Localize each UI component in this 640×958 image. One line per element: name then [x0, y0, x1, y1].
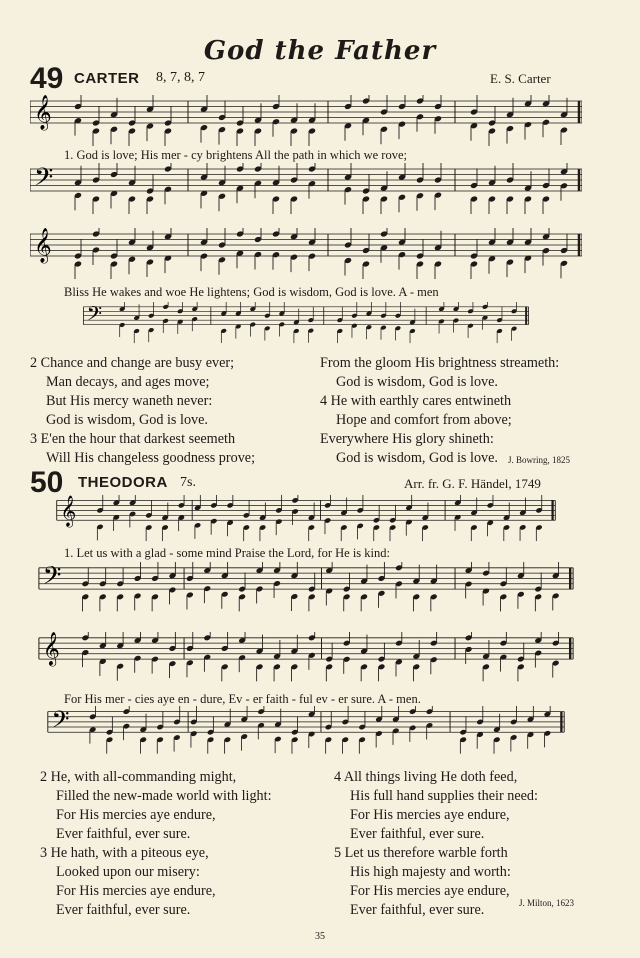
stanza-line: Ever faithful, ever sure. [350, 826, 485, 842]
stanzas-left [30, 354, 255, 468]
music-system-treble [30, 495, 582, 551]
svg-text:𝄢: 𝄢 [42, 562, 62, 596]
stanza-line: Ever faithful, ever sure. [56, 902, 191, 918]
meter: 7s. [180, 475, 196, 490]
composer: E. S. Carter [490, 71, 551, 86]
music-system-bass [30, 302, 582, 352]
music-system-bass [30, 706, 582, 764]
tune-name: THEODORA [78, 474, 168, 491]
stanza-line: 4 All things living He doth feed, [334, 769, 518, 785]
stanzas-left [40, 768, 272, 920]
tune-name: CARTER [74, 70, 140, 87]
svg-text:𝄢: 𝄢 [34, 163, 54, 198]
stanzas-right [334, 768, 538, 920]
composer: Arr. fr. G. F. Händel, 1749 [404, 476, 541, 491]
stanza-line: Filled the new-made world with light: [56, 788, 272, 804]
stanza-line: For His mercies aye endure, [56, 807, 216, 823]
stanza-line: Man decays, and ages move; [46, 374, 210, 390]
stanza-line: 5 Let us therefore warble forth [334, 845, 508, 861]
stanza-line: For His mercies aye endure, [350, 807, 510, 823]
stanza-line: 2 Chance and change are busy ever; [30, 355, 235, 371]
author-credit: J. Milton, 1623 [519, 898, 575, 908]
stanza-line: God is wisdom, God is love. [336, 450, 498, 466]
svg-text:𝄢: 𝄢 [51, 706, 70, 739]
stanza-line: His high majesty and worth: [350, 864, 511, 880]
stanza-line: Will His changeless goodness prove; [46, 450, 256, 466]
hymn-number: 50 [30, 466, 64, 499]
hymn-number: 49 [30, 62, 64, 95]
lyric-line: 1. God is love; His mer - cy brightens All the path in which we rove; [64, 148, 407, 162]
stanza-line: 3 E'en the hour that darkest seemeth [30, 431, 236, 447]
stanza-line: For His mercies aye endure, [350, 883, 510, 899]
meter: 8, 7, 8, 7 [156, 70, 205, 85]
stanza-line: But His mercy waneth never: [46, 393, 213, 409]
stanza-line: His full hand supplies their need: [350, 788, 538, 804]
music-system-treble [30, 228, 582, 290]
music-system-bass [30, 562, 582, 622]
stanza-line: For His mercies aye endure, [56, 883, 216, 899]
stanza-line: Hope and comfort from above; [336, 412, 512, 428]
music-system-treble [30, 632, 582, 692]
stanzas-right [320, 354, 559, 468]
svg-text:𝄞: 𝄞 [34, 228, 52, 263]
lyric-line: Bliss He wakes and woe He lightens; God is wisdom, God is love. A - men [64, 285, 439, 299]
stanza-line: 3 He hath, with a piteous eye, [40, 845, 209, 861]
page-number: 35 [315, 931, 325, 942]
stanza-line: Ever faithful, ever sure. [56, 826, 191, 842]
section-title: God the Father [203, 36, 437, 66]
stanza-line: God is wisdom, God is love. [46, 412, 208, 428]
stanza-line: Ever faithful, ever sure. [350, 902, 485, 918]
stanza-line: 2 He, with all-commanding might, [40, 769, 237, 785]
stanza-line: 4 He with earthly cares entwineth [320, 393, 512, 409]
lyric-line: For His mer - cies aye en - dure, Ev - er faith - ful ev - er sure. A - men. [64, 692, 421, 706]
stanza-line: Everywhere His glory shineth: [320, 431, 494, 447]
svg-text:𝄞: 𝄞 [42, 632, 60, 666]
lyric-line: 1. Let us with a glad - some mind Praise the Lord, for He is kind: [64, 546, 390, 560]
music-system-bass [30, 163, 582, 225]
svg-text:𝄞: 𝄞 [60, 495, 77, 527]
author-credit: J. Bowring, 1825 [508, 455, 571, 465]
stanza-line: God is wisdom, God is love. [336, 374, 498, 390]
stanza-line: Looked upon our misery: [56, 864, 200, 880]
svg-text:𝄞: 𝄞 [34, 95, 52, 130]
svg-text:𝄢: 𝄢 [86, 302, 103, 330]
stanza-line: From the gloom His brightness streameth: [320, 355, 560, 371]
